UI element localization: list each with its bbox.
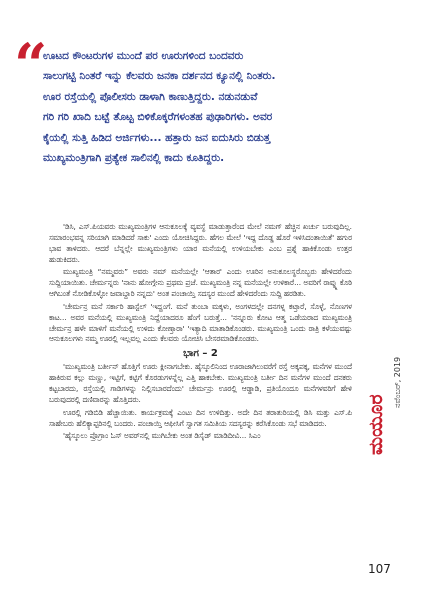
pull-quote-line: ಊರ ರಸ್ತೆಯಲ್ಲಿ ಪೊಲೀಸರು ಡಾಳಾಗಿ ಕಾಣುತ್ತಿದ್ದರು. ನಡುನಡುವೆ (43, 90, 258, 103)
page-number: 107 (368, 562, 391, 576)
body-paragraph: 'ಡಿಸಿ, ಎಸ್.ಪಿಯವರು ಮುಖ್ಯಮಂತ್ರಿಗಳ ಆನುಕೂಲಕ್ಕೆ ವ್ಯವಸ್ಥೆ ಮಾಡುತ್ತಾರೆಂದ ಮೇಲೆ ನಮಗ್ ಹೆಚ್ಚಿನ ಖರ್ಚು ಬರುವುದಿಲ್ಲ. ಸಮಾರಂಭವನ್ನ ಸರಿಯಾಗಿ ಮಾಡಿದರೆ ಸಾಕು' ಎಂದು ಯೋಚಿಸಿದ್ದರು. ಹೆಗಲ ಮೇಲೆ 'ಇದ್ದ ದೊಡ್ಡ ಹೊರೆ ಇಳಿಸಿದಂತಾಯಿತೆ' ಹಗುರ ಭಾವ ತಾಳಿದರು. ಆದರೆ ಬೆನ್ನಲ್ಲೇ ಮುಖ್ಯಮಂತ್ರಿಗಳು ಯಾರ ಮನೆಯಲ್ಲಿ ಉಳಿಯಬೇಕು ಎಂಬ ಪ್ರಶ್ನೆ ಹಾಕಿಕೊಂಡು ಉತ್ತರ ಹುಡುಕಿದರು. (49, 222, 352, 264)
pull-quote-line: ಕೈಯಲ್ಲಿ ಸುತ್ತಿ ಹಿಡಿದ ಅರ್ಜಿಗಳು... ಹತ್ತಾರು ಜನ ಐದುಸಿರು ಬಿಡುತ್ತ (43, 131, 271, 144)
body-paragraph: ಮುಖ್ಯಮಂತ್ರಿ “ನಮ್ಮವರು” ಅವರು ನಮ್ ಮನೆಯಲ್ಲೇ 'ಆತಾರ' ಎಂದು ಊರಿನ ಅನುಕೂಲಸ್ಥರೊಬ್ಬರು ಹೇಳಿದರೆಂದು ಸುದ್ದಿಯಾಯಿತು. ಚೇರ್ಮನ್ನರು 'ನಾನು ಹೋಗ್ಗೇನು ಪ್ರಥಮ ಪ್ರಜೆ. ಮುಖ್ಯಮಂತ್ರಿ ನನ್ನ ಮನೆಯಲ್ಲೇ ಉಳಿಕಾರೆ... ಅವರಿಗೆ ರಾವ್ನ್ನು ಕೊಠಿ ಆಗಿಬಂತೆ ನೋಡಿಕೊಳ್ಳೋ ಜವಾಬ್ದಾರಿ ನನ್ನದು' ಅಂತ ಪಂಚಾಯ್ತಿ ಸದಸ್ಯರ ಮುಂದೆ ಹೇಳಿದರೆಂದು ಸುದ್ದಿ ಹರಡಿತು. (49, 267, 352, 299)
quote-mark: “ (14, 31, 48, 99)
pull-quote-line: ಮುಖ್ಯಮಂತ್ರಿಗಾಗಿ ಪ್ರತ್ಯೇಕ ಸಾಲಿನಲ್ಲಿ ಕಾದು ಕೂತಿದ್ದರು. (43, 152, 225, 165)
magazine-name: ಮಯೂರ (365, 394, 387, 455)
pull-quote-line: ಗರಿ ಗರಿ ಖಾದಿ ಬಟ್ಟೆ ತೊಟ್ಟ ಬಿಳಿಕೊಕ್ಕರೆಗಳಂತಹ ಪುಢಾರಿಗಳು. ಅವರ (43, 111, 273, 124)
pull-quote (43, 46, 355, 168)
body-paragraph: 'ಹೈಸ್ಕೂಲು ಪ್ರೊಗ್ರಾಂ ಓಸ್ ಅವರ್‌ನಲ್ಲಿ ಮುಗಿಬೇಕು ಅಂತ ಡಿಸೈಡ್ ಮಾಡಿದೀವಿ... ಸಿಎಂ (63, 431, 261, 441)
pull-quote-line: ಊಟದ ಕೌಂಟರುಗಳ ಮುಂದೆ ಪರ ಊರುಗಳಿಂದ ಬಂದವರು (43, 50, 244, 62)
issue-date: ನವೆಂಬರ್, 2019 (393, 356, 402, 408)
pull-quote-line: ಸಾಲುಗಟ್ಟಿ ನಿಂತರೆ ಇನ್ನು ಕೆಲವರು ಜನಕಾ ದರ್ಶನದ ಕ್ಯೂನಲ್ಲಿ ನಿಂತರು. (43, 70, 276, 83)
section-heading: ಭಾಗ – 2 (183, 348, 218, 360)
body-paragraph: 'ಮುಖ್ಯಮಂತ್ರಿ ಬರ್ತೀನ್ ಹೊತ್ತಿಗೆ ಊರು ಕ್ಲೀನಾಗಬೇಕು. ಹೈಸ್ಕೂಲಿನಿಂದ ಊರಾಜಾಗಿಲುವರೆಗೆ ರಸ್ತೆ ಅಕ್ಕಪಕ್ಕ, ಮನೆಗಳ ಮುಂದೆ ಹಾಕಿರುವ ಕಲ್ಲು ಮಣ್ಣು, ಇಟ್ಟಿಗೆ, ಕಟ್ಟಿಗೆ ಕೊರಡುಗಳನ್ನೆಲ್ಲ ಎತ್ತಿ ಹಾಕಬೇಕು. ಮುಖ್ಯಮಂತ್ರಿ ಬರ್ತೀ ದಿನ ಮನೆಗಳ ಮುಂದೆ ದನಕರು ಕಟ್ಟಬಾರದು, ರಸ್ತೆಯಲ್ಲಿ ಗಾಡಿಗಳನ್ನು ನಿಲ್ಲಿಸಬಾರದೆಂದು' ಚೇರ್ಮನ್ರು ಊರಲ್ಲಿ ಆಡ್ಡಾಡಿ, ಪ್ರತಿಯೊಂದೂ ಮನೆಗಳವರಿಗೆ ಹೇಳಿ ಬರುವುದರಲ್ಲಿ ದಣಿವಾರನ್ನು ಹೊತ್ತಿದರು. (49, 362, 352, 404)
body-paragraph: 'ಚೇರ್ಮನ್ರ ಮನೆ ಸರ್ಕಾರಿ ಹಾಸ್ಟೆಲ್ 'ಇದ್ಹಂಗೆ. ಮನೆ ತುಂಬಾ ಮಕ್ಕಳು, ಅಂಗಳದಲ್ಲೇ ದನಗಳ್ನ ಕಟ್ತಾರೆ, ಸೊಳ್ಳೆ, ನೊಣಗಳ ಕಾಟ... ಅವರ ಮನೆಯಲ್ಲಿ ಮುಖ್ಯಮಂತ್ರಿ ನಿದ್ದೆಯಾದರೂ ಹೆಂಗೆ ಬರುತ್ತೆ... 'ನನ್ನೂರು ಕೋಟ ಆತ್ಮ ಒಡೆಯರಾದ ಮುಖ್ಯಮಂತ್ರಿ ಚೇರ್ಮನ್ರ ಹಳೇ ಮಾಳಿಗೆ ಮನೆಯಲ್ಲಿ ಉಳಿದು ಕೋಣ್ತಾರಾ' 'ಇತ್ಯಾದಿ ಮಾತಾಡಿಕೊಂಡರು. ಮುಖ್ಯಮಂತ್ರಿ ಒಂದು ರಾತ್ರಿ ಕಳೆಯುವಷ್ಟು ಆನುಕೂಲಗಳು ನಮ್ಮ ಊರಲ್ಲಿ ಇಲ್ಲವಲ್ಲ ಎಂದು ಕೆಲವರು ಯೋಚಿಸಿ ಬೇಸರಮಾಡಿಕೊಂಡರು. (49, 301, 352, 344)
body-paragraph: ಊರಲ್ಲಿ ಗಡಿಬಿಡಿ ಹೆಚ್ಚಾಯಿತು. ಕಾರ್ಯಕ್ರಮಕ್ಕೆ ಎಂಟು ದಿನ ಉಳಿದಿತ್ತು. ಅದೇ ದಿನ ತರಾತುರಿಯಲ್ಲಿ ಡಿಸಿ ಮತ್ತು ಎಸ್.ಪಿ ಸಾಹೇಬರು ಹೆಲಿಕ್ಯಾಪ್ಟರಿನಲ್ಲಿ ಬಂದರು. ಪಂಚಾಯ್ತಿ ಆಫೀಸಿಗೆ ಸ್ವಾಗತ ಸಮಿತಿಯ ಸದಸ್ಯರನ್ನು ಕರೆಸಿಕೊಂಡು ಸಭೆ ಮಾಡಿದರು. (49, 407, 352, 428)
article-body (49, 222, 352, 444)
